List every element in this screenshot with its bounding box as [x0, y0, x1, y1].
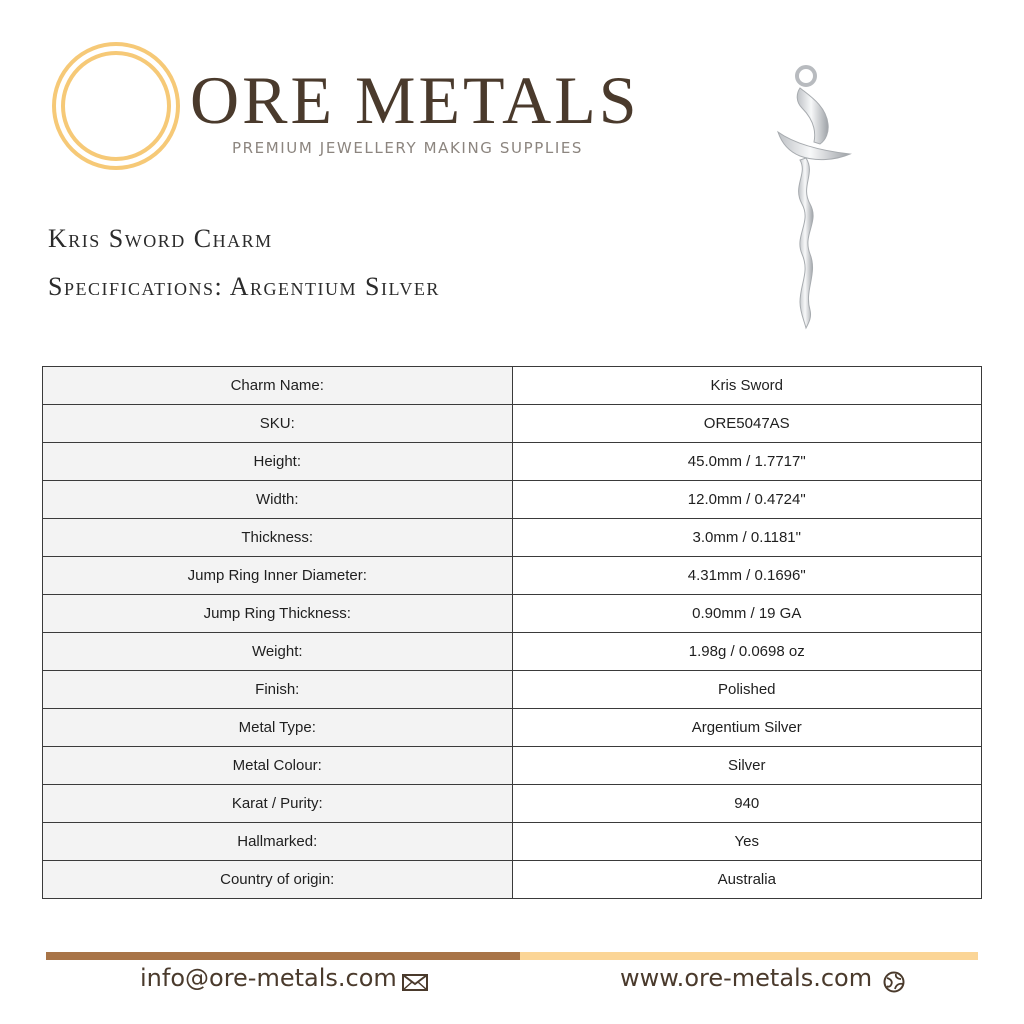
spec-label: Charm Name: [43, 367, 513, 405]
table-row [43, 519, 982, 557]
table-row [43, 785, 982, 823]
table-row [43, 633, 982, 671]
table-row [43, 861, 982, 899]
spec-value: 0.90mm / 19 GA [512, 595, 982, 633]
spec-label: Country of origin: [43, 861, 513, 899]
spec-label: Metal Colour: [43, 747, 513, 785]
footer-website[interactable]: www.ore-metals.com [620, 964, 873, 992]
spec-label: Hallmarked: [43, 823, 513, 861]
spec-table [42, 366, 982, 899]
spec-value: ORE5047AS [512, 405, 982, 443]
spec-value: Silver [512, 747, 982, 785]
table-row [43, 443, 982, 481]
spec-value: 12.0mm / 0.4724" [512, 481, 982, 519]
spec-value: Kris Sword [512, 367, 982, 405]
spec-label: Width: [43, 481, 513, 519]
spec-label: Height: [43, 443, 513, 481]
spec-label: Jump Ring Thickness: [43, 595, 513, 633]
spec-value: Polished [512, 671, 982, 709]
spec-label: Weight: [43, 633, 513, 671]
spec-value: Argentium Silver [512, 709, 982, 747]
spec-label: Thickness: [43, 519, 513, 557]
spec-value: 4.31mm / 0.1696" [512, 557, 982, 595]
envelope-icon [402, 972, 428, 992]
spec-value: 3.0mm / 0.1181" [512, 519, 982, 557]
spec-value: Australia [512, 861, 982, 899]
spec-value: Yes [512, 823, 982, 861]
table-row [43, 481, 982, 519]
globe-icon [882, 970, 906, 994]
table-row [43, 709, 982, 747]
table-row [43, 671, 982, 709]
spec-label: SKU: [43, 405, 513, 443]
brand-tagline: PREMIUM JEWELLERY MAKING SUPPLIES [232, 139, 584, 157]
kris-sword-charm-image [770, 62, 860, 332]
spec-label: Jump Ring Inner Diameter: [43, 557, 513, 595]
product-subtitle: Specifications: Argentium Silver [48, 272, 440, 301]
table-row [43, 405, 982, 443]
spec-label: Karat / Purity: [43, 785, 513, 823]
table-row [43, 367, 982, 405]
table-row [43, 595, 982, 633]
spec-value: 1.98g / 0.0698 oz [512, 633, 982, 671]
table-row [43, 823, 982, 861]
spec-value: 45.0mm / 1.7717" [512, 443, 982, 481]
footer-email[interactable]: info@ore-metals.com [140, 964, 397, 992]
spec-label: Metal Type: [43, 709, 513, 747]
table-row [43, 747, 982, 785]
spec-label: Finish: [43, 671, 513, 709]
spec-value: 940 [512, 785, 982, 823]
footer-bar-gold [520, 952, 978, 960]
brand-name: ORE METALS [190, 62, 640, 138]
footer-bar-copper [46, 952, 520, 960]
table-row [43, 557, 982, 595]
ring-logo-icon [50, 40, 182, 172]
product-title: Kris Sword Charm [48, 224, 273, 253]
